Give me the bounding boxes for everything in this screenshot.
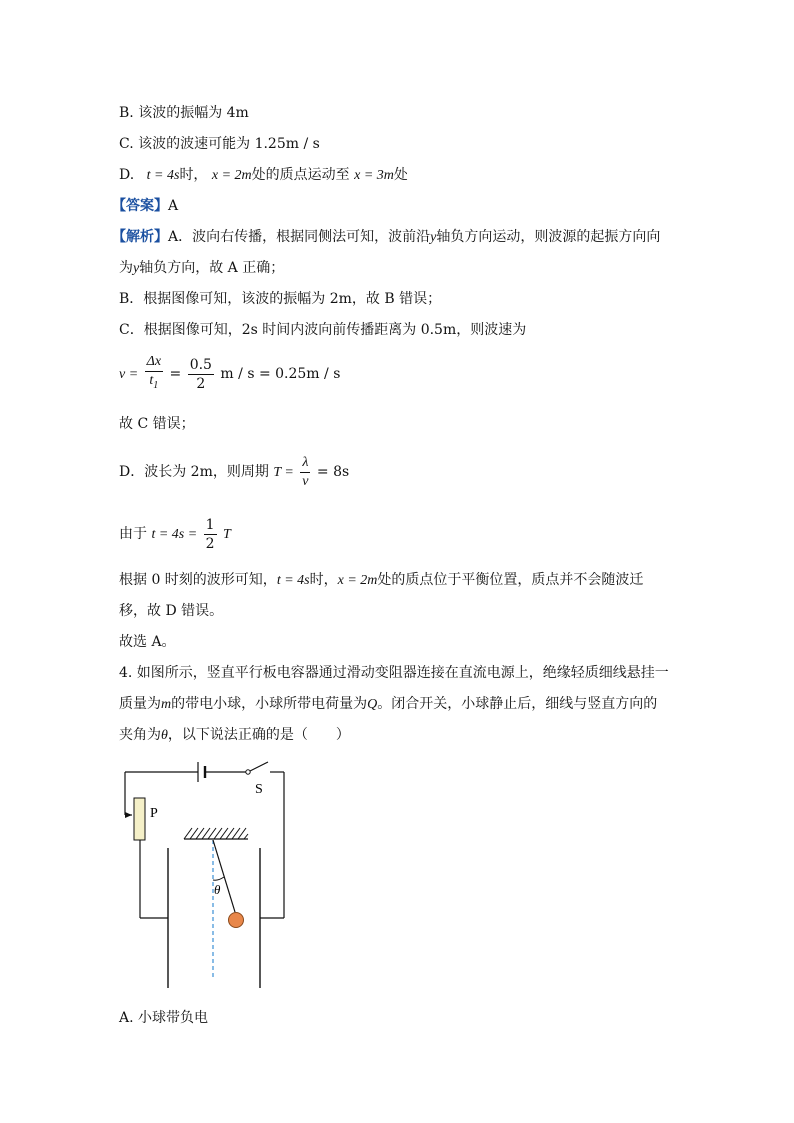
analysis-c: C．根据图像可知，2s 时间内波向前传播距离为 0.5m，则波速为 <box>119 322 527 338</box>
option-c-value: 1.25m / s <box>254 136 320 152</box>
analysis-c-end: 故 C 错误； <box>119 416 195 432</box>
option-c <box>119 134 320 154</box>
analysis-a2-post: 轴负方向，故 A 正确； <box>139 260 285 276</box>
q4-line-3 <box>119 725 350 746</box>
analysis-d-pre: D．波长为 2m，则周期 <box>119 464 269 480</box>
d2-post: 处的质点位于平衡位置，质点并不会随波迁 <box>377 572 644 588</box>
ceiling-hatch <box>184 828 248 839</box>
option-d-time: t = 4s <box>146 168 180 183</box>
since-t: t = 4s = <box>151 527 198 542</box>
fraction-den-sub: 1 <box>153 379 159 391</box>
analysis-a1b: 轴负方向运动，则波源的起振方向向 <box>436 229 661 245</box>
analysis-a1-var: y <box>430 230 437 245</box>
analysis-since <box>119 512 231 557</box>
answer-value: A <box>168 198 179 214</box>
d2-pre: 根据 0 时刻的波形可知， <box>119 572 277 588</box>
fraction-v: v <box>302 473 309 489</box>
q4-l2-post: 。闭合开关，小球静止后，细线与竖直方向的 <box>377 696 658 712</box>
charged-ball <box>229 913 244 928</box>
circuit-figure <box>110 760 310 1000</box>
fraction-lambda: λ <box>300 454 310 473</box>
q4-l2-mid: 的带电小球，小球所带电荷量为 <box>171 696 368 712</box>
analysis-a2-var: y <box>133 261 140 276</box>
formula-eq: = <box>169 366 182 382</box>
analysis-line-1 <box>112 227 660 248</box>
option-d-x1: x = 2m <box>211 168 252 183</box>
fraction-half-num: 1 <box>205 516 215 533</box>
q4-l3-pre: 夹角为 <box>119 727 161 743</box>
option-d-end: 处 <box>393 167 408 183</box>
fraction-den: $t_1$ <box>149 373 159 391</box>
since-T: T <box>223 527 231 542</box>
rheostat <box>134 798 145 840</box>
q4-line-1: 4. 如图所示，竖直平行板电容器通过滑动变阻器连接在直流电源上，绝缘轻质细线悬挂一 <box>119 665 669 681</box>
thread <box>213 840 235 912</box>
fraction-half <box>204 516 217 553</box>
d2-mid: 时， <box>309 572 338 588</box>
fraction-den-2: 2 <box>196 375 206 392</box>
option-a: A. 小球带负电 <box>119 1010 209 1026</box>
q4-line-2 <box>119 694 657 715</box>
fraction-lambda-v <box>300 454 310 491</box>
analysis-a1: A．波向右传播，根据同侧法可知，波前沿 <box>168 229 431 245</box>
analysis-line-2 <box>119 258 284 279</box>
q4-l3-post: ，以下说法正确的是（ ） <box>167 727 350 743</box>
fraction-half-den: 2 <box>205 535 215 552</box>
fraction-dx-t1 <box>145 353 163 395</box>
option-d-mid: 时， <box>179 167 208 183</box>
analysis-tag: 【解析】 <box>112 229 168 245</box>
analysis-d <box>119 450 349 495</box>
switch-blade <box>250 762 268 771</box>
since-pre: 由于 <box>119 526 147 542</box>
formula-velocity <box>119 352 340 397</box>
d2-x: x = 2m <box>337 573 378 588</box>
formula-tail: m / s = 0.25m / s <box>220 366 341 382</box>
angle-label: θ <box>214 882 221 897</box>
analysis-d-res: = 8s <box>316 464 350 480</box>
analysis-choose: 故选 A。 <box>119 634 176 650</box>
analysis-a2-pre: 为 <box>119 260 133 276</box>
option-b: B. 该波的振幅为 4m <box>119 105 249 121</box>
option-d-mid2: 处的质点运动至 <box>251 167 350 183</box>
analysis-b: B．根据图像可知，该波的振幅为 2m，故 B 错误； <box>119 291 442 307</box>
d2-t: t = 4s <box>276 573 310 588</box>
q4-l2-m: m <box>161 697 172 712</box>
fraction-num-2: 0.5 <box>189 356 212 373</box>
fraction-05-2 <box>188 356 214 393</box>
analysis-d-T: T = <box>273 465 294 480</box>
option-d-label: D. <box>119 167 135 183</box>
q4-l2-pre: 质量为 <box>119 696 161 712</box>
analysis-d2 <box>119 570 643 591</box>
switch-label: S <box>255 782 263 797</box>
rheostat-label: P <box>150 806 158 821</box>
q4-l2-Q: Q <box>367 697 378 712</box>
option-d-x2: x = 3m <box>354 168 394 183</box>
answer-line <box>112 196 178 216</box>
q4-l3-theta: θ <box>161 728 168 743</box>
analysis-d3: 移，故 D 错误。 <box>119 603 224 619</box>
formula-v: v = <box>119 367 139 382</box>
angle-arc <box>213 877 224 880</box>
fraction-num: Δx <box>145 353 163 372</box>
option-c-text: C. 该波的波速可能为 <box>119 136 251 152</box>
answer-tag: 【答案】 <box>112 198 168 214</box>
switch-pivot <box>246 770 250 774</box>
option-d <box>119 165 408 186</box>
